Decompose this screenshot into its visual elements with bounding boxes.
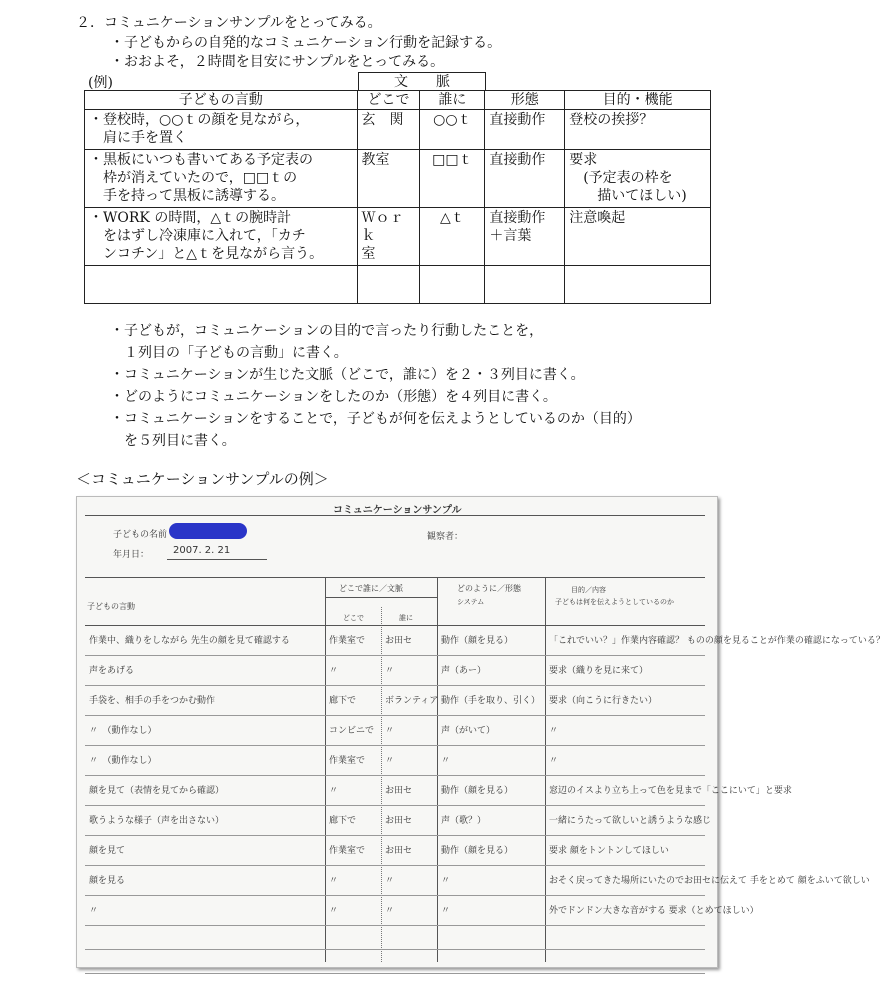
note-line: ・コミュニケーションが生じた文脈（どこで，誰に）を２・３列目に書く。 bbox=[110, 367, 585, 383]
scan-cell-act: 声をあげる bbox=[89, 666, 135, 676]
scan-cell-act: 〃 （動作なし） bbox=[89, 726, 157, 736]
scan-row-line bbox=[85, 655, 705, 656]
note-line: を５列目に書く。 bbox=[110, 433, 236, 449]
scan-cell-act: 顔を見る bbox=[89, 876, 126, 886]
col2-header: どこで誰に／文脈 bbox=[339, 584, 403, 593]
scan-cell-form: 声（あー） bbox=[441, 666, 487, 676]
scan-cell-purpose: 〃 bbox=[549, 726, 559, 736]
example-label: (例) bbox=[88, 75, 113, 91]
cell-who: □□ｔ bbox=[420, 150, 485, 208]
cell-where: 教室 bbox=[357, 150, 420, 208]
cell-purpose: 要求 (予定表の枠を 描いてほしい) bbox=[565, 150, 711, 208]
cell-form: 直接動作 ＋言葉 bbox=[485, 208, 565, 266]
scan-cell-form: 〃 bbox=[441, 756, 451, 766]
scan-cell-form: 〃 bbox=[441, 876, 451, 886]
scan-cell-where: 作業室で bbox=[329, 846, 366, 856]
scan-row-line bbox=[85, 715, 705, 716]
col2-who: 誰に bbox=[399, 614, 413, 622]
cell-purpose: 登校の挨拶？ bbox=[565, 110, 711, 150]
scan-cell-act: 顔を見て（表情を見てから確認） bbox=[89, 786, 225, 796]
section-heading: ２．コミュニケーションサンプルをとってみる。 bbox=[76, 15, 382, 31]
cell-form: 直接動作 bbox=[485, 110, 565, 150]
scan-cell-who: お田セ bbox=[385, 636, 413, 646]
scan-cell-who: お田セ bbox=[385, 786, 413, 796]
note-line: ・どのようにコミュニケーションをしたのか（形態）を４列目に書く。 bbox=[110, 389, 557, 405]
scan-cell-where: 〃 bbox=[329, 876, 339, 886]
table-row-empty bbox=[85, 266, 711, 304]
cell-form: 直接動作 bbox=[485, 150, 565, 208]
scan-row-line bbox=[85, 775, 705, 776]
scan-cell-purpose: 要求 顔をトントンしてほしい bbox=[549, 846, 669, 856]
scan-row-line bbox=[85, 865, 705, 866]
scan-row-line bbox=[85, 685, 705, 686]
scan-cell-where: 廊下で bbox=[329, 696, 357, 706]
scan-cell-purpose: おそく戻ってきた場所にいたのでお田セに伝えて 手をとめて 顔をふいて欲しい bbox=[549, 876, 870, 886]
example-title: ＜コミュニケーションサンプルの例＞ bbox=[76, 470, 329, 488]
scan-cell-who: お田セ bbox=[385, 816, 413, 826]
scan-cell-purpose: 「これでいい？」作業内容確認？ ものの顔を見ることが作業の確認になっている？ bbox=[549, 636, 885, 646]
scan-cell-who: ボランティア bbox=[385, 696, 439, 706]
scan-cell-where: 作業室で bbox=[329, 636, 366, 646]
col3-sub: システム bbox=[457, 598, 485, 606]
cell-purpose: 注意喚起 bbox=[565, 208, 711, 266]
scan-cell-where: 〃 bbox=[329, 786, 339, 796]
scan-cell-who: 〃 bbox=[385, 876, 395, 886]
header-where: どこで bbox=[357, 91, 420, 110]
table-header-row bbox=[85, 91, 711, 110]
cell-where: 玄 関 bbox=[357, 110, 420, 150]
scan-cell-purpose: 窓辺のイスより立ち上って色を見まで「ここにいて」と要求 bbox=[549, 786, 792, 796]
col4-header: 目的／内容 bbox=[571, 586, 606, 594]
scan-cell-act: 〃 （動作なし） bbox=[89, 756, 157, 766]
scan-cell-form: 声（がいて） bbox=[441, 726, 496, 736]
scan-empty-line bbox=[85, 973, 705, 974]
scan-cell-form: 動作（顔を見る） bbox=[441, 636, 514, 646]
scan-cell-who: お田セ bbox=[385, 846, 413, 856]
cell-act: ・WORK の時間，△ｔの腕時計 をはずし冷凍庫に入れて，「カチ ンコチン」と△ｔを見ながら言う。 bbox=[85, 208, 358, 266]
scan-cell-form: 動作（手を取り、引く） bbox=[441, 696, 541, 706]
scan-cell-purpose: 一緒にうたって欲しいと誘うような感じ bbox=[549, 816, 712, 826]
header-purpose: 目的・機能 bbox=[565, 91, 711, 110]
header-who: 誰に bbox=[420, 91, 485, 110]
table-row bbox=[85, 110, 711, 150]
scan-cell-who: 〃 bbox=[385, 906, 395, 916]
header-form: 形態 bbox=[485, 91, 565, 110]
instruction-line-2: ・おおよそ，２時間を目安にサンプルをとってみる。 bbox=[110, 54, 445, 70]
scan-cell-act: 顔を見て bbox=[89, 846, 126, 856]
redacted-name bbox=[169, 523, 247, 539]
table-row bbox=[85, 208, 711, 266]
scan-cell-where: 〃 bbox=[329, 666, 339, 676]
cell-who: ○○ｔ bbox=[420, 110, 485, 150]
observer-label: 観察者： bbox=[427, 532, 464, 542]
scan-cell-form: 声（歌？） bbox=[441, 816, 487, 826]
sample-table bbox=[84, 90, 711, 304]
scan-cell-purpose: 外でドンドン大きな音がする 要求（とめてほしい） bbox=[549, 906, 759, 916]
scan-cell-form: 動作（顔を見る） bbox=[441, 786, 514, 796]
col3-header: どのように／形態 bbox=[457, 584, 521, 593]
scan-cell-act: 歌うような様子（声を出さない） bbox=[89, 816, 225, 826]
scan-cell-act: 〃 bbox=[89, 906, 99, 916]
scan-row-line bbox=[85, 835, 705, 836]
scan-row-line bbox=[85, 745, 705, 746]
col2-where: どこで bbox=[343, 614, 364, 622]
context-group-header: 文 脈 bbox=[358, 72, 486, 91]
col1-header: 子どもの言動 bbox=[87, 602, 135, 611]
note-line: １列目の「子どもの言動」に書く。 bbox=[110, 345, 348, 361]
scan-row-line bbox=[85, 925, 705, 926]
scan-cell-purpose: 要求（織りを見に来て） bbox=[549, 666, 649, 676]
date-value: 2007. 2. 21 bbox=[173, 545, 231, 556]
scan-cell-where: 〃 bbox=[329, 906, 339, 916]
cell-act: ・登校時，○○ｔの顔を見ながら， 肩に手を置く bbox=[85, 110, 358, 150]
scan-cell-purpose: 要求（向こうに行きたい） bbox=[549, 696, 658, 706]
scan-cell-where: コンビニで bbox=[329, 726, 375, 736]
table-row bbox=[85, 150, 711, 208]
header-act: 子どもの言動 bbox=[85, 91, 358, 110]
scan-row-line bbox=[85, 805, 705, 806]
note-line: ・子どもが，コミュニケーションの目的で言ったり行動したことを， bbox=[110, 323, 544, 339]
scan-cell-act: 手袋を、相手の手をつかむ動作 bbox=[89, 696, 216, 706]
cell-where: Ｗｏｒｋ 室 bbox=[357, 208, 420, 266]
form-title: コミュニケーションサンプル bbox=[333, 505, 462, 516]
note-line: ・コミュニケーションをすることで，子どもが何を伝えようとしているのか（目的） bbox=[110, 411, 641, 427]
scan-cell-act: 作業中、織りをしながら 先生の顔を見て確認する bbox=[89, 636, 290, 646]
col4-sub: 子どもは何を伝えようとしているのか bbox=[555, 598, 674, 606]
name-label: 子どもの名前 bbox=[113, 530, 168, 540]
scan-cell-form: 〃 bbox=[441, 906, 451, 916]
scan-cell-where: 廊下で bbox=[329, 816, 357, 826]
scanned-sample-form bbox=[76, 496, 885, 968]
scan-cell-who: 〃 bbox=[385, 666, 395, 676]
scan-cell-purpose: 〃 bbox=[549, 756, 559, 766]
instruction-line-1: ・子どもからの自発的なコミュニケーション行動を記録する。 bbox=[110, 35, 502, 51]
scan-cell-who: 〃 bbox=[385, 756, 395, 766]
scan-cell-form: 動作（顔を見る） bbox=[441, 846, 514, 856]
cell-who: △ｔ bbox=[420, 208, 485, 266]
scan-empty-line bbox=[85, 949, 705, 950]
scan-cell-who: 〃 bbox=[385, 726, 395, 736]
date-label: 年月日： bbox=[113, 550, 150, 560]
cell-act: ・黒板にいつも書いてある予定表の 枠が消えていたので，□□ｔの 手を持って黒板に誘導する。 bbox=[85, 150, 358, 208]
scan-cell-where: 作業室で bbox=[329, 756, 366, 766]
scan-row-line bbox=[85, 895, 705, 896]
